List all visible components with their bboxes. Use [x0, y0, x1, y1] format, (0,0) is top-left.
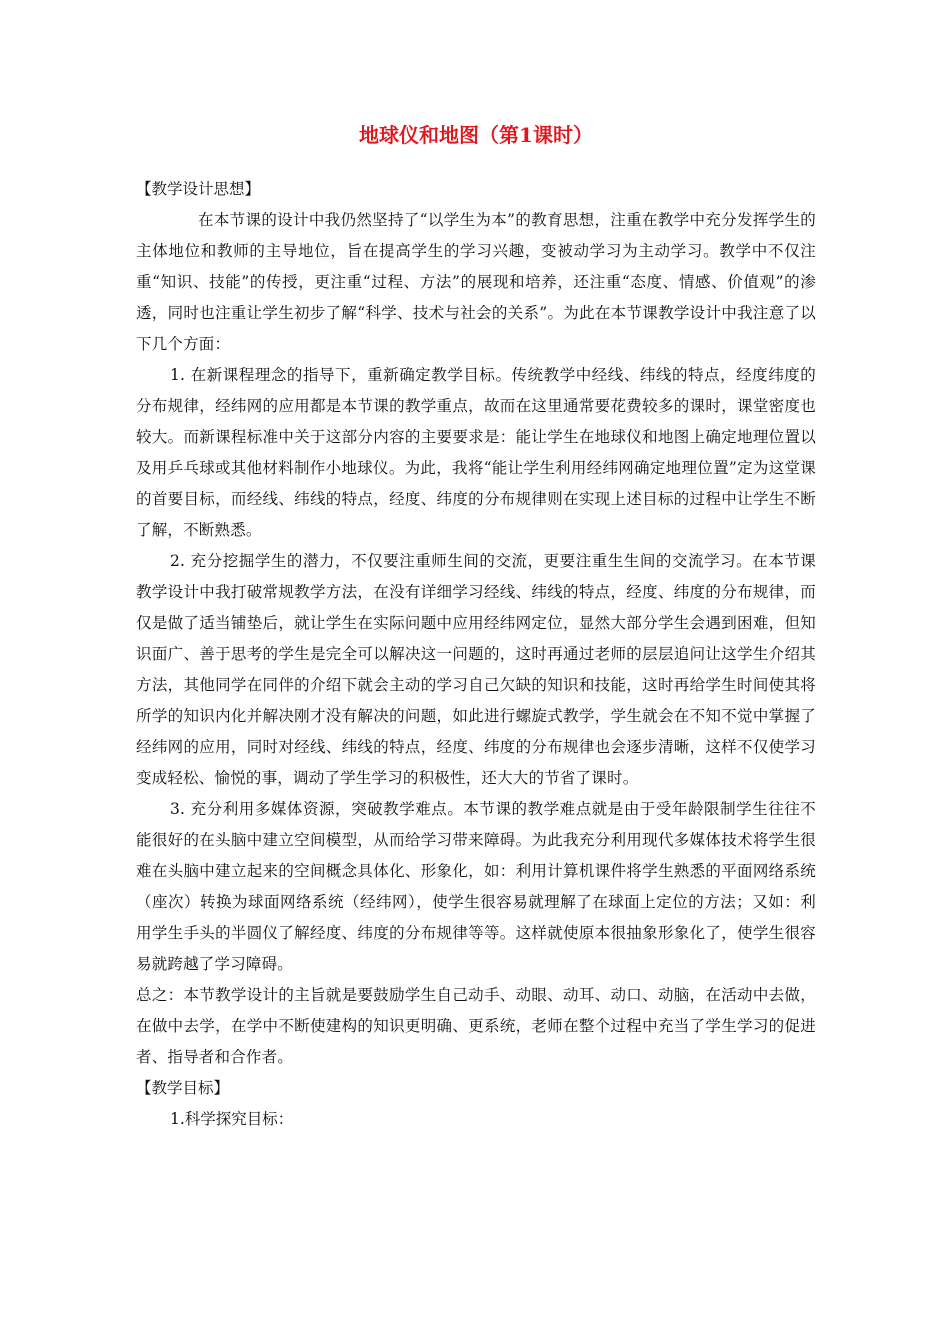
- document-page: [136, 118, 816, 1135]
- design-thought-heading: 【教学设计思想】: [136, 180, 261, 198]
- summary-paragraph: 总之：本节教学设计的主旨就是要鼓励学生自己动手、动眼、动耳、动口、动脑，在活动中去做，在做中去学，在学中不断使建构的知识更明确、更系统，老师在整个过程中充当了学生学习的促进者、指导者和合作者。: [136, 986, 816, 1066]
- point-3-paragraph: 3. 充分利用多媒体资源，突破教学难点。本节课的教学难点就是由于受年龄限制学生往往不能很好的在头脑中建立空间模型，从而给学习带来障碍。为此我充分利用现代多媒体技术将学生很难在头脑中建立起来的空间概念具体化、形象化，如：利用计算机课件将学生熟悉的平面网络系统（座次）转换为球面网络系统（经纬网），使学生很容易就理解了在球面上定位的方法；又如：利用学生手头的半圆仪了解经度、纬度的分布规律等等。这样就使原本很抽象形象化了，使学生很容易就跨越了学习障碍。: [136, 800, 816, 973]
- intro-paragraph: 在本节课的设计中我仍然坚持了“以学生为本”的教育思想，注重在教学中充分发挥学生的主体地位和教师的主导地位，旨在提高学生的学习兴趣，变被动学习为主动学习。教学中不仅注重“知识、技能”的传授，更注重“过程、方法”的展现和培养，还注重“态度、情感、价值观”的渗透，同时也注重让学生初步了解“科学、技术与社会的关系”。为此在本节课教学设计中我注意了以下几个方面：: [136, 211, 816, 353]
- science-goal-item: 1.科学探究目标：: [170, 1110, 294, 1128]
- page-title: 地球仪和地图（第1课时）: [359, 123, 593, 147]
- teaching-goals-heading: 【教学目标】: [136, 1079, 230, 1097]
- point-1-paragraph: 1. 在新课程理念的指导下，重新确定教学目标。传统教学中经线、纬线的特点，经度纬度的分布规律，经纬网的应用都是本节课的教学重点，故而在这里通常要花费较多的课时，课堂密度也较大。而新课程标准中关于这部分内容的主要要求是：能让学生在地球仪和地图上确定地理位置以及用乒乓球或其他材料制作小地球仪。为此，我将“能让学生利用经纬网确定地理位置”定为这堂课的首要目标，而经线、纬线的特点，经度、纬度的分布规律则在实现上述目标的过程中让学生不断了解，不断熟悉。: [136, 366, 816, 539]
- point-2-paragraph: 2. 充分挖掘学生的潜力，不仅要注重师生间的交流，更要注重生生间的交流学习。在本节课教学设计中我打破常规教学方法，在没有详细学习经线、纬线的特点，经度、纬度的分布规律，而仅是做了适当铺垫后，就让学生在实际问题中应用经纬网定位，显然大部分学生会遇到困难，但知识面广、善于思考的学生是完全可以解决这一问题的，这时再通过老师的层层追问让这学生介绍其方法，其他同学在同伴的介绍下就会主动的学习自己欠缺的知识和技能，这时再给学生时间使其将所学的知识内化并解决刚才没有解决的问题，如此进行螺旋式教学，学生就会在不知不觉中掌握了经纬网的应用，同时对经线、纬线的特点，经度、纬度的分布规律也会逐步清晰，这样不仅使学习变成轻松、愉悦的事，调动了学生学习的积极性，还大大的节省了课时。: [136, 552, 816, 787]
